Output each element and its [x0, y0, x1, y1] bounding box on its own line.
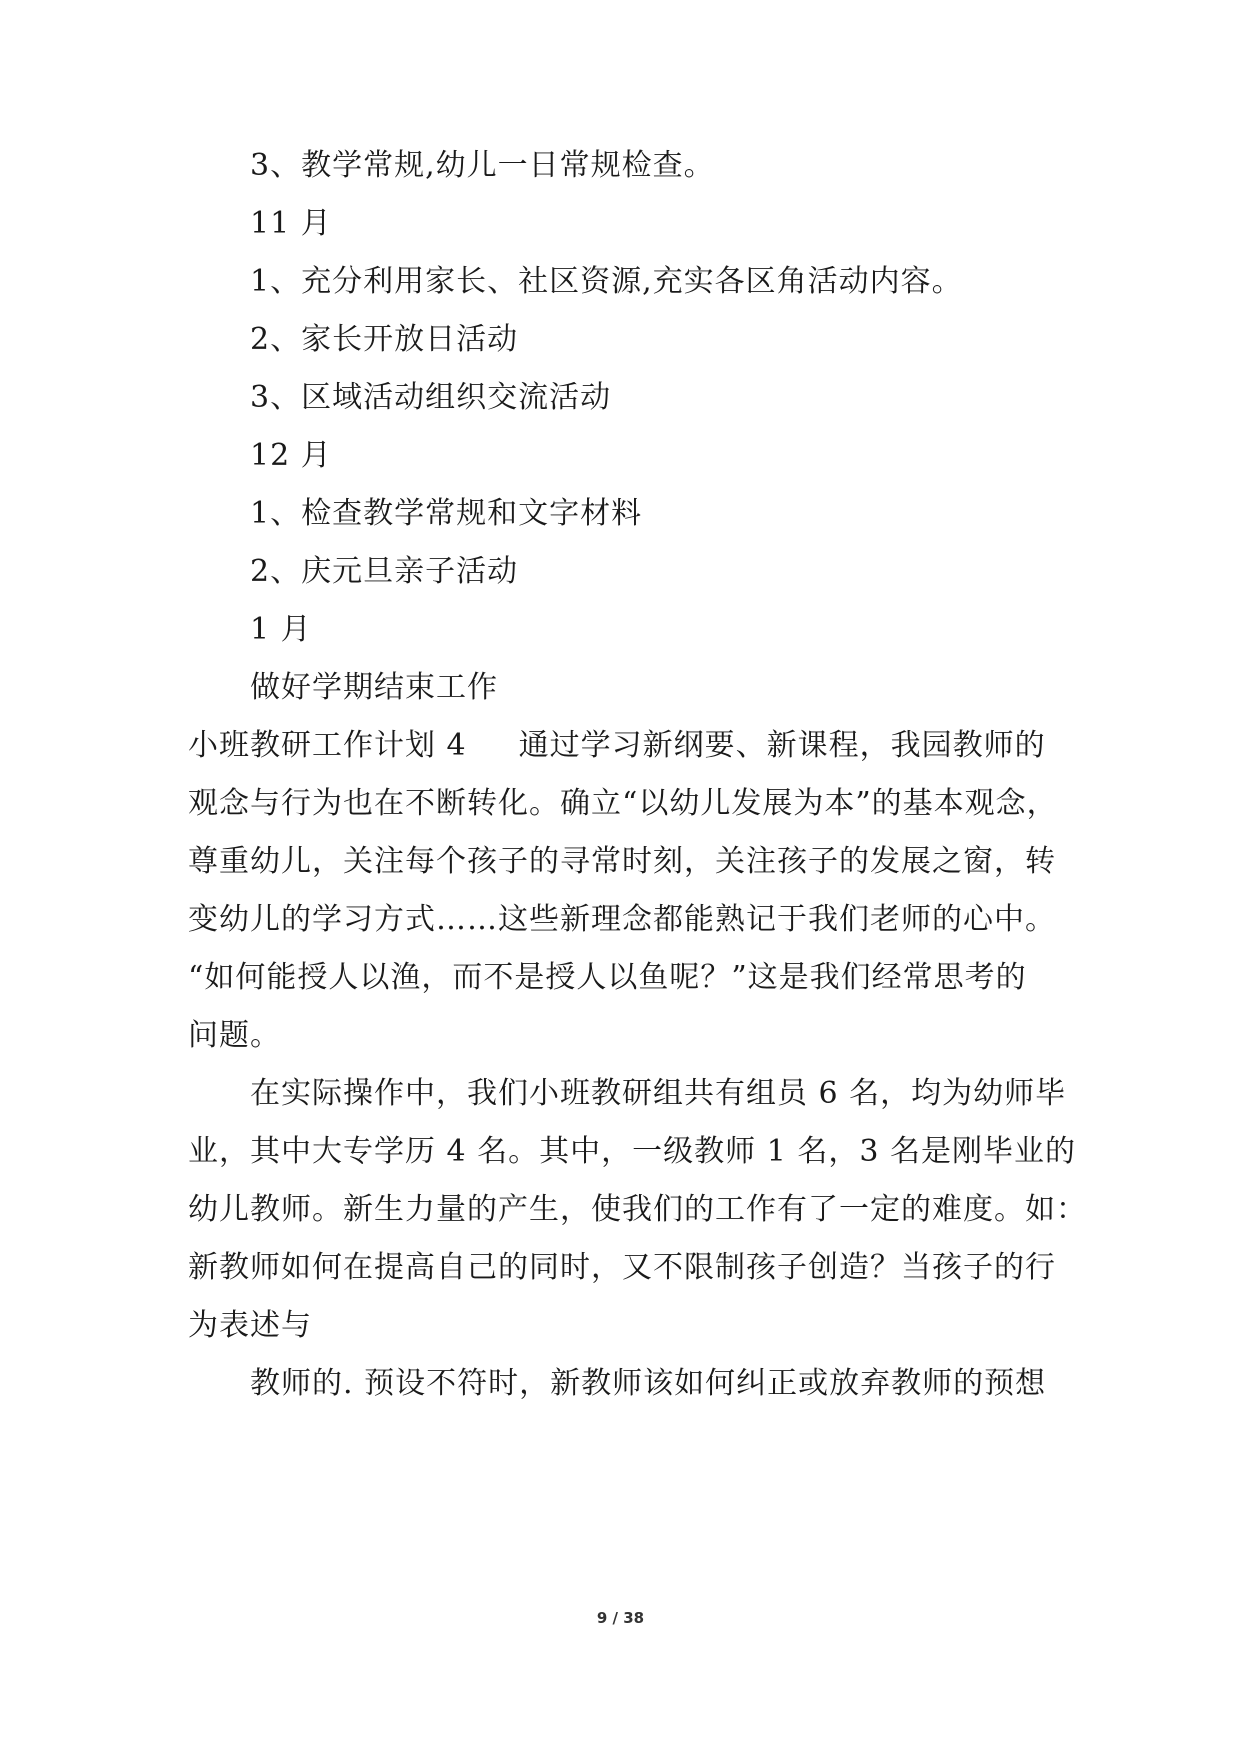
paragraph-line: 问题。 [188, 1018, 281, 1053]
month-heading: 1 月 [250, 612, 312, 647]
list-item: 1、检查教学常规和文字材料 [250, 496, 643, 531]
list-item: 1、充分利用家长、社区资源,充实各区角活动内容。 [250, 264, 963, 299]
list-item: 2、庆元旦亲子活动 [250, 554, 519, 589]
paragraph-line: 尊重幼儿，关注每个孩子的寻常时刻，关注孩子的发展之窗，转 [188, 844, 1056, 879]
paragraph-line: 在实际操作中，我们小班教研组共有组员 6 名，均为幼师毕 [250, 1076, 1067, 1111]
month-heading: 12 月 [250, 438, 332, 473]
month-heading: 11 月 [250, 206, 332, 241]
paragraph-line: 为表述与 [188, 1308, 312, 1343]
section-title-line [188, 728, 1046, 764]
list-item: 3、教学常规,幼儿一日常规检查。 [250, 148, 715, 183]
paragraph-line: 新教师如何在提高自己的同时，又不限制孩子创造？当孩子的行 [188, 1250, 1056, 1285]
list-item: 3、区域活动组织交流活动 [250, 380, 612, 415]
paragraph-line: 通过学习新纲要、新课程，我园教师的 [518, 728, 1046, 763]
paragraph-line: 教师的. 预设不符时，新教师该如何纠正或放弃教师的预想 [250, 1366, 1047, 1401]
paragraph-line: 变幼儿的学习方式……这些新理念都能熟记于我们老师的心中。 [188, 902, 1056, 937]
section-title: 小班教研工作计划 4 [188, 728, 467, 763]
list-item: 做好学期结束工作 [250, 670, 498, 705]
paragraph-line: 业，其中大专学历 4 名。其中，一级教师 1 名，3 名是刚毕业的 [188, 1134, 1076, 1169]
paragraph-line: 幼儿教师。新生力量的产生，使我们的工作有了一定的难度。如： [188, 1192, 1087, 1227]
list-item: 2、家长开放日活动 [250, 322, 519, 357]
paragraph-line: “如何能授人以渔，而不是授人以鱼呢？”这是我们经常思考的 [188, 960, 1027, 995]
page-number: 9 / 38 [596, 1609, 645, 1627]
paragraph-line: 观念与行为也在不断转化。确立“以幼儿发展为本”的基本观念， [188, 786, 1058, 821]
